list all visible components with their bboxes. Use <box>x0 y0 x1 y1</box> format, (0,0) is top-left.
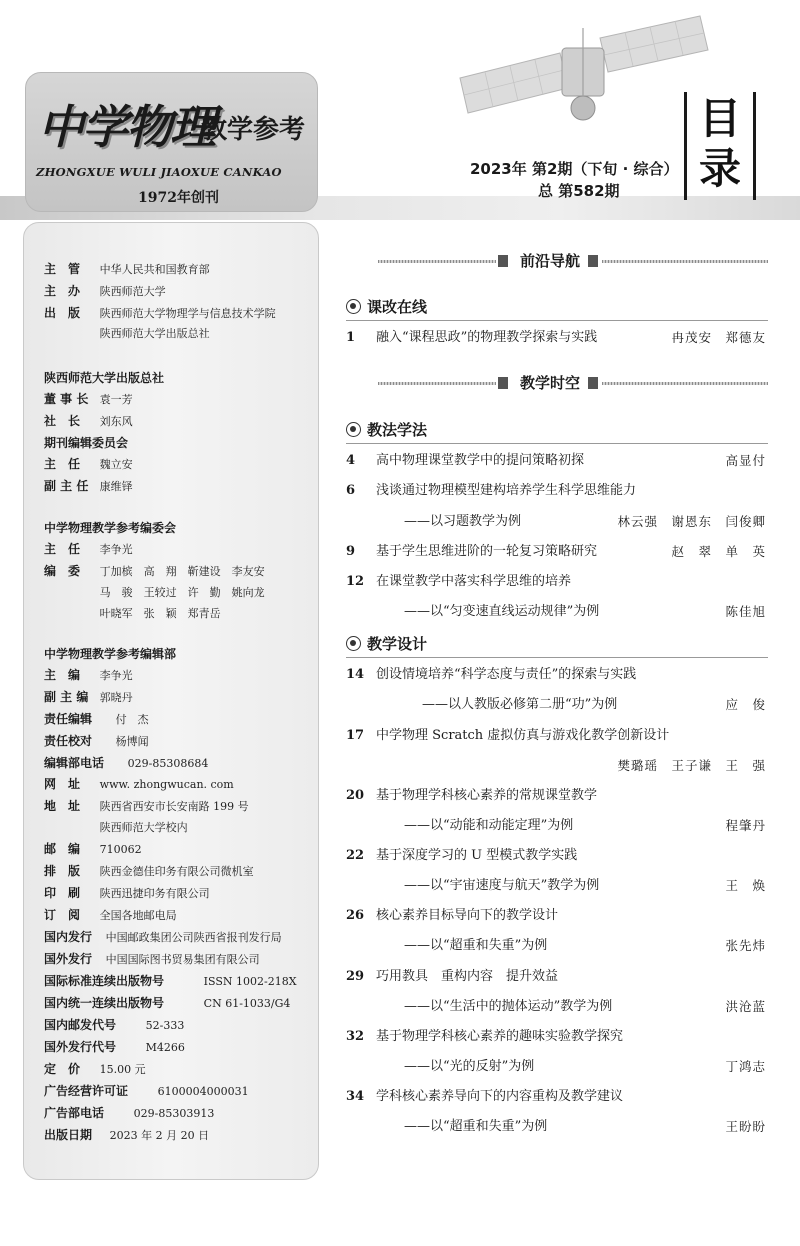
info-row <box>44 478 133 495</box>
article-authors: 王 焕 <box>725 878 766 893</box>
info-row <box>44 1083 249 1100</box>
info-label: 责任校对 <box>44 734 93 748</box>
info-label: 定 价 <box>44 1062 81 1076</box>
info-label: 出版日期 <box>44 1128 93 1142</box>
article-title: 基于深度学习的 U 型模式教学实践 <box>376 848 578 863</box>
info-row <box>44 929 282 946</box>
band-rule-right <box>602 382 768 385</box>
page-number: 20 <box>346 788 365 803</box>
info-label: 国内发行 <box>44 930 93 944</box>
contents-title <box>684 92 756 200</box>
article-subtitle: ——以“生活中的抛体运动”教学为例 <box>404 999 613 1014</box>
info-value: 中华人民共和国教育部 <box>99 263 210 276</box>
article-subtitle: ——以习题教学为例 <box>404 514 522 529</box>
band-marker-right <box>588 377 598 389</box>
info-row <box>44 667 133 684</box>
article-authors: 张先炜 <box>725 938 766 953</box>
page-number: 22 <box>346 848 365 863</box>
article-title: 巧用教具 重构内容 提升效益 <box>376 969 559 984</box>
info-row <box>44 413 133 430</box>
info-label: 主 办 <box>44 284 81 298</box>
article-title: 创设情境培养“科学态度与责任”的探索与实践 <box>376 667 637 682</box>
info-label: 主 任 <box>44 457 81 471</box>
section-heading <box>346 634 427 654</box>
band-marker-right <box>588 255 598 267</box>
article-title: 浅谈通过物理模型建构培养学生科学思维能力 <box>376 483 637 498</box>
info-value: 康维铎 <box>99 480 133 493</box>
info-value: M4266 <box>145 1041 185 1054</box>
page-number: 9 <box>346 544 356 559</box>
info-label: 国内统一连续出版物号 <box>44 996 165 1010</box>
info-label: 印 刷 <box>44 886 81 900</box>
article-authors: 高显付 <box>725 453 766 468</box>
section-band <box>338 251 768 271</box>
band-marker-left <box>498 377 508 389</box>
info-label: 地 址 <box>44 799 81 813</box>
article-authors: 赵 翠 单 英 <box>671 544 766 559</box>
info-row <box>44 819 188 836</box>
masthead <box>0 0 800 225</box>
issue-number: 2023年 第2期（下旬 · 综合） <box>470 160 679 178</box>
info-row <box>44 776 234 793</box>
info-row <box>44 951 260 968</box>
info-value: 中国邮政集团公司陕西省报刊发行局 <box>105 931 282 944</box>
article-authors: 洪沧蓝 <box>725 999 766 1014</box>
page-number: 32 <box>346 1029 365 1044</box>
info-row <box>44 1127 209 1144</box>
info-row <box>44 283 166 300</box>
info-value: 陕西金德佳印务有限公司微机室 <box>99 865 254 878</box>
info-row <box>44 689 133 706</box>
section-rule <box>346 443 768 444</box>
founded-year: 1972年创刊 <box>138 190 219 206</box>
article-authors: 樊璐瑶 王子谦 王 强 <box>617 758 766 773</box>
info-row <box>44 711 149 728</box>
article-authors: 程肇丹 <box>725 818 766 833</box>
article-authors: 陈佳旭 <box>725 604 766 619</box>
band-title: 教学时空 <box>519 374 580 392</box>
info-row <box>44 325 210 342</box>
committee-heading: 期刊编辑委员会 <box>44 436 129 450</box>
info-label: 责任编辑 <box>44 712 93 726</box>
info-value: 中国国际图书贸易集团有限公司 <box>105 953 260 966</box>
info-value: 6100004000031 <box>157 1085 249 1098</box>
info-label: 广告部电话 <box>44 1106 105 1120</box>
logo-title: 中学物理 <box>38 100 214 154</box>
info-label: 出 版 <box>44 306 81 320</box>
info-value: 付 杰 <box>115 713 149 726</box>
info-label: 社 长 <box>44 414 81 428</box>
article-title: 核心素养目标导向下的教学设计 <box>376 908 559 923</box>
section-heading <box>346 420 427 440</box>
page-number: 26 <box>346 908 365 923</box>
info-label: 主 编 <box>44 668 81 682</box>
article-title: 学科核心素养导向下的内容重构及教学建议 <box>376 1089 624 1104</box>
article-subtitle: ——以“超重和失重”为例 <box>404 938 548 953</box>
info-label: 编辑部电话 <box>44 756 105 770</box>
article-subtitle: ——以人教版必修第二册“功”为例 <box>422 697 618 712</box>
page-number: 17 <box>346 728 365 743</box>
info-label: 国内邮发代号 <box>44 1018 117 1032</box>
info-row <box>44 391 133 408</box>
board-heading: 中学物理教学参考编委会 <box>44 521 177 535</box>
info-row <box>44 261 210 278</box>
info-row <box>44 733 149 750</box>
article-authors: 冉茂安 郑德友 <box>671 330 766 345</box>
masthead-info-panel <box>23 222 319 1180</box>
section-rule <box>346 320 768 321</box>
article-title: 高中物理课堂教学中的提问策略初探 <box>376 453 585 468</box>
info-label: 订 阅 <box>44 908 81 922</box>
band-rule-right <box>602 260 768 263</box>
band-marker-left <box>498 255 508 267</box>
info-value: 陕西师范大学校内 <box>99 821 188 834</box>
info-value: 陕西师范大学 <box>99 285 166 298</box>
article-title: 融入“课程思政”的物理教学探索与实践 <box>376 330 598 345</box>
article-title: 基于物理学科核心素养的常规课堂教学 <box>376 788 598 803</box>
info-value: 李争光 <box>99 669 133 682</box>
info-label: 主 任 <box>44 542 81 556</box>
info-row <box>44 863 254 880</box>
info-value: 15.00 元 <box>99 1063 146 1076</box>
info-value: 丁加槟 高 翔 靳建设 李友安 <box>99 565 265 578</box>
article-subtitle: ——以“光的反射”为例 <box>404 1059 535 1074</box>
info-row <box>44 1017 184 1034</box>
page-number: 1 <box>346 330 356 345</box>
info-value: 710062 <box>99 843 142 856</box>
section-band <box>338 373 768 393</box>
info-value: 袁一芳 <box>99 393 133 406</box>
info-label: 邮 编 <box>44 842 81 856</box>
section-title: 教学设计 <box>367 635 428 653</box>
article-subtitle: ——以“宇宙速度与航天”教学为例 <box>404 878 600 893</box>
section-bullet-icon <box>346 422 361 437</box>
article-subtitle: ——以“超重和失重”为例 <box>404 1119 548 1134</box>
info-row <box>44 995 290 1012</box>
logo-pinyin: ZHONGXUE WULI JIAOXUE CANKAO <box>36 165 282 179</box>
info-value: 全国各地邮电局 <box>99 909 177 922</box>
page-number: 14 <box>346 667 365 682</box>
info-value: 029-85303913 <box>133 1107 215 1120</box>
journal-logo <box>25 72 318 212</box>
editorial-heading: 中学物理教学参考编辑部 <box>44 647 177 661</box>
info-label: 国际标准连续出版物号 <box>44 974 165 988</box>
info-row <box>44 605 221 622</box>
website-link[interactable]: www. zhongwucan. com <box>99 778 234 791</box>
info-value: 陕西省西安市长安南路 199 号 <box>99 800 249 813</box>
article-title: 基于学生思维进阶的一轮复习策略研究 <box>376 544 598 559</box>
info-label: 编 委 <box>44 564 81 578</box>
info-value: 2023 年 2 月 20 日 <box>109 1129 210 1142</box>
info-row <box>44 1061 146 1078</box>
info-value: 叶晓军 张 颖 郑青岳 <box>99 607 221 620</box>
page-number: 4 <box>346 453 356 468</box>
band-title: 前沿导航 <box>519 252 580 270</box>
satellite-illustration <box>450 8 710 138</box>
info-row <box>44 755 208 772</box>
section-heading <box>346 297 427 317</box>
section-bullet-icon <box>346 299 361 314</box>
logo-subtitle: 教学参考 <box>201 115 306 145</box>
info-row <box>44 563 265 580</box>
article-subtitle: ——以“动能和动能定理”为例 <box>404 818 574 833</box>
info-row <box>44 907 177 924</box>
page-number: 6 <box>346 483 356 498</box>
article-authors: 王盼盼 <box>725 1119 766 1134</box>
info-label: 国外发行 <box>44 952 93 966</box>
section-rule <box>346 657 768 658</box>
page-number: 29 <box>346 969 365 984</box>
info-label: 网 址 <box>44 777 81 791</box>
info-value: 李争光 <box>99 543 133 556</box>
info-value: 陕西迅捷印务有限公司 <box>99 887 210 900</box>
article-authors: 林云强 谢恩东 闫俊卿 <box>617 514 766 529</box>
contents-title-char-1: 目 <box>698 94 741 143</box>
info-label: 副 主 任 <box>44 479 89 493</box>
article-authors: 丁鸿志 <box>725 1059 766 1074</box>
info-value: 刘东风 <box>99 415 133 428</box>
info-value: 陕西师范大学物理学与信息技术学院 <box>99 307 276 320</box>
publisher-heading: 陕西师范大学出版总社 <box>44 371 165 385</box>
article-title: 基于物理学科核心素养的趣味实验教学探究 <box>376 1029 624 1044</box>
info-value: ISSN 1002-218X <box>203 975 297 988</box>
article-authors: 应 俊 <box>725 697 766 712</box>
section-title: 课改在线 <box>367 298 428 316</box>
article-title: 在课堂教学中落实科学思维的培养 <box>376 574 572 589</box>
info-value: 马 骏 王较过 许 勤 姚向龙 <box>99 586 265 599</box>
info-row <box>44 798 249 815</box>
info-value: 52-333 <box>145 1019 185 1032</box>
info-value: 陕西师范大学出版总社 <box>99 327 210 340</box>
page-number: 34 <box>346 1089 365 1104</box>
info-label: 副 主 编 <box>44 690 89 704</box>
info-value: 029-85308684 <box>127 757 209 770</box>
info-value: CN 61-1033/G4 <box>203 997 291 1010</box>
info-value: 郭晓丹 <box>99 691 133 704</box>
info-row <box>44 305 276 322</box>
section-title: 教法学法 <box>367 421 428 439</box>
page-number: 12 <box>346 574 365 589</box>
info-row <box>44 885 210 902</box>
info-value: 杨博闻 <box>115 735 149 748</box>
info-value: 魏立安 <box>99 458 133 471</box>
band-rule-left <box>378 382 496 385</box>
info-label: 国外发行代号 <box>44 1040 117 1054</box>
info-row <box>44 1039 185 1056</box>
section-bullet-icon <box>346 636 361 651</box>
article-subtitle: ——以“匀变速直线运动规律”为例 <box>404 604 600 619</box>
band-rule-left <box>378 260 496 263</box>
info-label: 广告经营许可证 <box>44 1084 129 1098</box>
info-label: 排 版 <box>44 864 81 878</box>
contents-title-char-2: 录 <box>698 144 741 193</box>
info-row <box>44 1105 214 1122</box>
info-row <box>44 584 265 601</box>
info-row <box>44 541 133 558</box>
article-title: 中学物理 Scratch 虚拟仿真与游戏化教学创新设计 <box>376 728 670 743</box>
info-row <box>44 841 142 858</box>
issue-total: 总 第582期 <box>538 182 620 200</box>
info-label: 董 事 长 <box>44 392 89 406</box>
info-row <box>44 973 297 990</box>
info-row <box>44 456 133 473</box>
info-label: 主 管 <box>44 262 81 276</box>
